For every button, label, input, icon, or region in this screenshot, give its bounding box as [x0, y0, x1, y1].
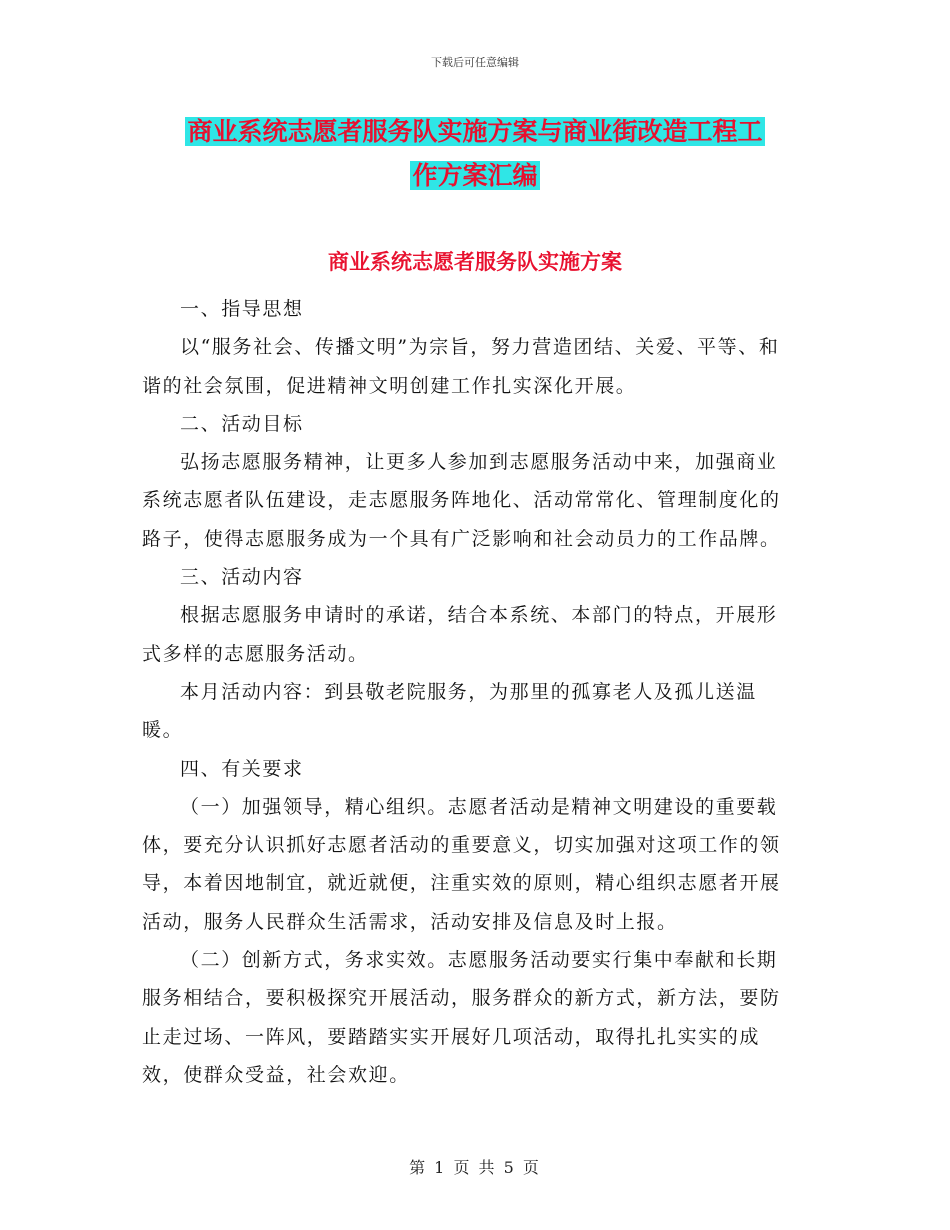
heading-activity-goal: 二、活动目标 — [180, 412, 304, 435]
heading-guiding-thought: 一、指导思想 — [180, 298, 304, 320]
page-number: 第 1 页 共 5 页 — [409, 1158, 541, 1177]
document-title-line-1: 商业系统志愿者服务队实施方案与商业街改造工程工 — [187, 117, 763, 146]
paragraph-guiding-thought: 以“服务社会、传播文明”为宗旨，努力营造团结、关爱、平等、和谐的社会氛围，促进精神文明创建工作扎实深化开展。 — [142, 336, 780, 397]
section-title: 商业系统志愿者服务队实施方案 — [328, 249, 622, 274]
header-note: 下载后可任意编辑 — [431, 56, 519, 69]
paragraph-monthly-activity: 本月活动内容：到县敬老院服务，为那里的孤寡老人及孤儿送温暖。 — [142, 680, 757, 742]
paragraph-requirement-2: （二）创新方式，务求实效。志愿服务活动要实行集中奉献和长期服务相结合，要积极探究开展活动，服务群众的新方式，新方法，要防止走过场、一阵风，要踏踏实实开展好几项活动，取得扎扎实实的成效，使群众受益，社会欢迎。 — [142, 949, 781, 1086]
document-title — [140, 110, 810, 198]
heading-activity-content: 三、活动内容 — [180, 566, 304, 589]
document-title-line-2: 作方案汇编 — [412, 161, 538, 190]
heading-requirements: 四、有关要求 — [180, 757, 304, 780]
paragraph-activity-content: 根据志愿服务申请时的承诺，结合本系统、本部门的特点，开展形式多样的志愿服务活动。 — [142, 604, 778, 665]
paragraph-activity-goal: 弘扬志愿服务精神，让更多人参加到志愿服务活动中来，加强商业系统志愿者队伍建设，走志愿服务阵地化、活动常常化、管理制度化的路子，使得志愿服务成为一个具有广泛影响和社会动员力的工作品牌。 — [142, 451, 781, 550]
document-body — [142, 290, 797, 1094]
paragraph-requirement-1: （一）加强领导，精心组织。志愿者活动是精神文明建设的重要载体，要充分认识抓好志愿者活动的重要意义，切实加强对这项工作的领导，本着因地制宜，就近就便，注重实效的原则，精心组织志愿者开展活动，服务人民群众生活需求，活动安排及信息及时上报。 — [142, 795, 781, 933]
